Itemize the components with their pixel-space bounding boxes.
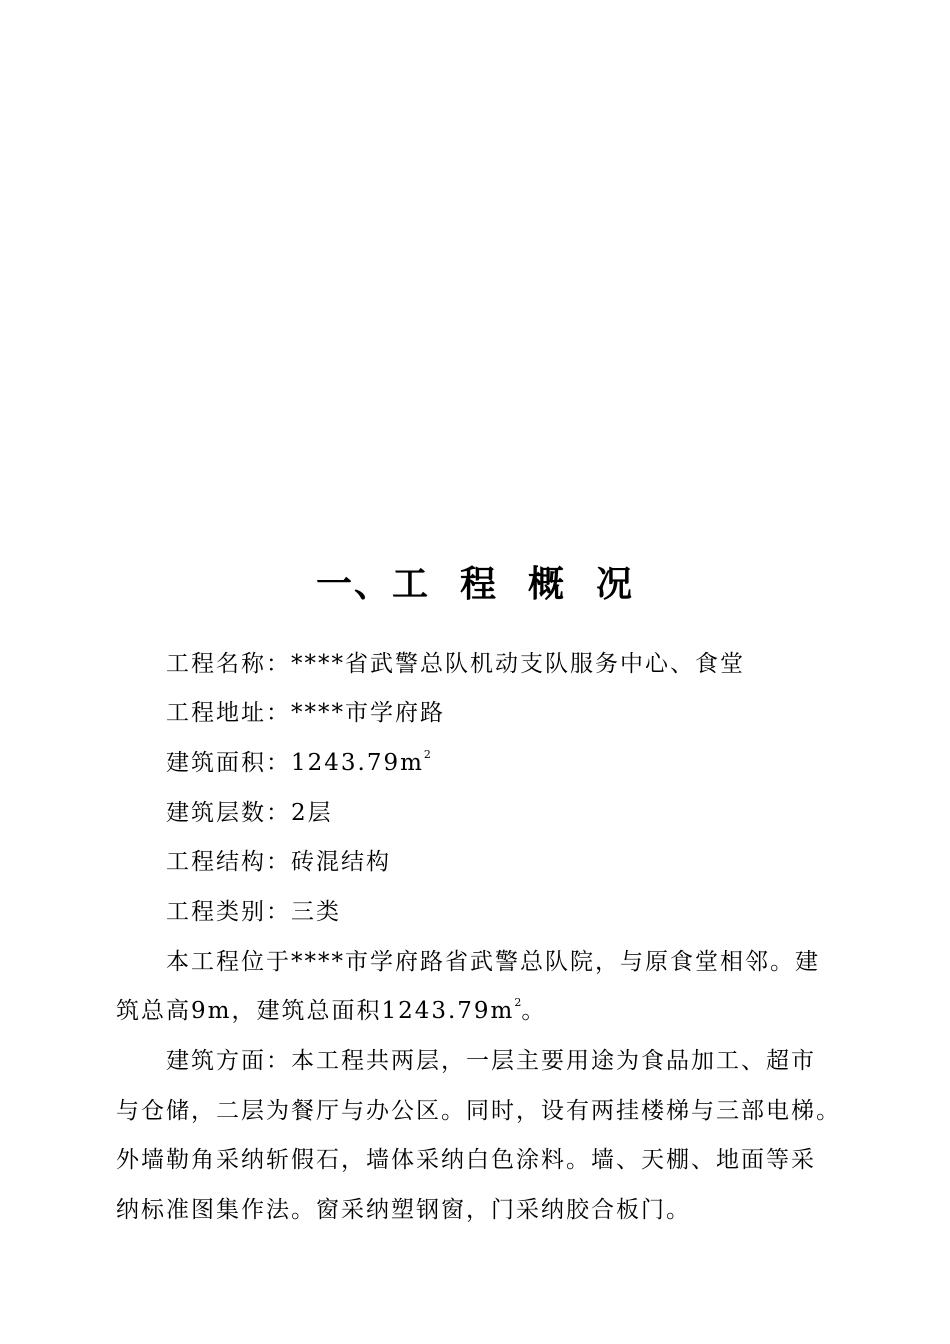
title-part-3: 概: [528, 564, 567, 605]
field-category: 工程类别：三类: [166, 899, 341, 925]
paragraph-2-line-3: 外墙勒角采纳斩假石，墙体采纳白色涂料。墙、天棚、地面等采: [116, 1147, 816, 1173]
paragraph-2-line-2: 与仓储，二层为餐厅与办公区。同时，设有两挂楼梯与三部电梯。: [116, 1098, 841, 1124]
section-title: [0, 556, 950, 607]
field-project-address: 工程地址：****市学府路: [166, 700, 445, 726]
title-part-2: 程: [459, 564, 498, 605]
paragraph-1-line-1: 本工程位于****市学府路省武警总队院，与原食堂相邻。建: [166, 949, 820, 975]
field-project-name: 工程名称：****省武警总队机动支队服务中心、食堂: [166, 651, 745, 677]
field-building-area: [166, 744, 431, 777]
paragraph-2-line-1: 建筑方面：本工程共两层，一层主要用途为食品加工、超市: [166, 1048, 816, 1074]
field-structure: 工程结构：砖混结构: [166, 849, 391, 875]
title-part-4: 况: [596, 564, 635, 605]
paragraph-1-line-2: [116, 992, 546, 1025]
paragraph-2-line-4: 纳标准图集作法。窗采纳塑钢窗，门采纳胶合板门。: [116, 1197, 691, 1223]
paragraph-1-line-2-end: 。: [521, 998, 547, 1024]
paragraph-1-line-2-sup: 2: [514, 996, 522, 1009]
field-floors: 建筑层数：2层: [166, 800, 333, 826]
title-part-1: 一、工: [315, 564, 430, 605]
paragraph-1-line-2-text: 筑总高9m，建筑总面积1243.79m: [116, 998, 515, 1024]
field-building-area-sup: 2: [423, 748, 431, 761]
field-building-area-text: 建筑面积：1243.79m: [166, 750, 424, 776]
